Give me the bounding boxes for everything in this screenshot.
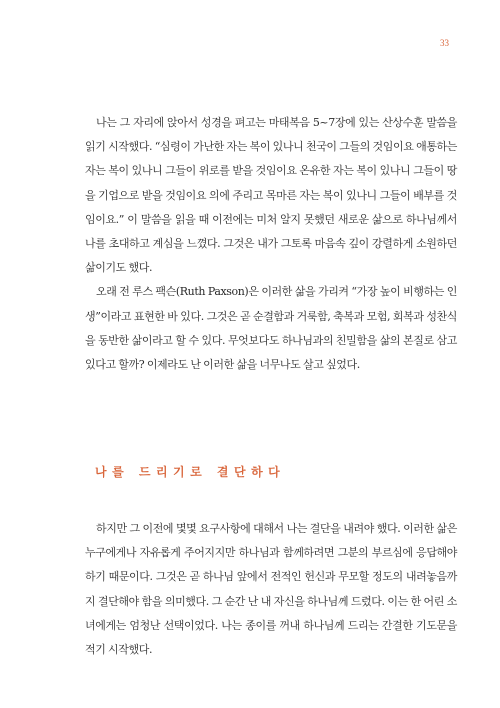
body-text-section-two	[85, 517, 457, 662]
section-heading: 나를 드리기로 결단하다	[95, 465, 286, 479]
paragraph: 나는 그 자리에 앉아서 성경을 펴고는 마태복음 5~7장에 있는 산상수훈 말씀을 읽기 시작했다. “심령이 가난한 자는 복이 있나니 천국이 그들의 것임이요 애통하는 자는 복이 있나니 그들이 위로를 받을 것임이요 온유한 자는 복이 있나니 그들이 땅을 기업으로 받을 것임이요 의에 주리고 목마른 자는 복이 있나니 그들이 배부를 것임이요.” 이 말씀을 읽을 때 이전에는 미처 알지 못했던 새로운 삶으로 하나님께서 나를 초대하고 계심을 느꼈다. 그것은 내가 그토록 마음속 깊이 강렬하게 소원하던 삶이기도 했다.	[85, 116, 457, 275]
body-text-section-one	[85, 111, 457, 377]
page-number: 33	[440, 38, 449, 48]
paragraph: 오래 전 루스 팩슨(Ruth Paxson)은 이러한 삶을 가리켜 “가장 높이 비행하는 인생”이라고 표현한 바 있다. 그것은 곧 순결함과 거룩함, 축복과 모험, 회복과 성찬식을 동반한 삶이라고 할 수 있다. 무엇보다도 하나님과의 친밀함을 삶의 본질로 삼고 있다고 할까? 이제라도 난 이러한 삶을 너무나도 살고 싶었다.	[85, 285, 457, 372]
paragraph: 하지만 그 이전에 몇몇 요구사항에 대해서 나는 결단을 내려야 했다. 이러한 삶은 누구에게나 자유롭게 주어지지만 하나님과 함께하려면 그분의 부르심에 응답해야 하기 때문이다. 그것은 곧 하나님 앞에서 전적인 헌신과 무모할 정도의 내려놓음까지 결단해야 함을 의미했다. 그 순간 난 내 자신을 하나님께 드렸다. 이는 한 어린 소녀에게는 엄청난 선택이었다. 나는 종이를 꺼내 하나님께 드리는 간결한 기도문을 적기 시작했다.	[85, 522, 457, 657]
